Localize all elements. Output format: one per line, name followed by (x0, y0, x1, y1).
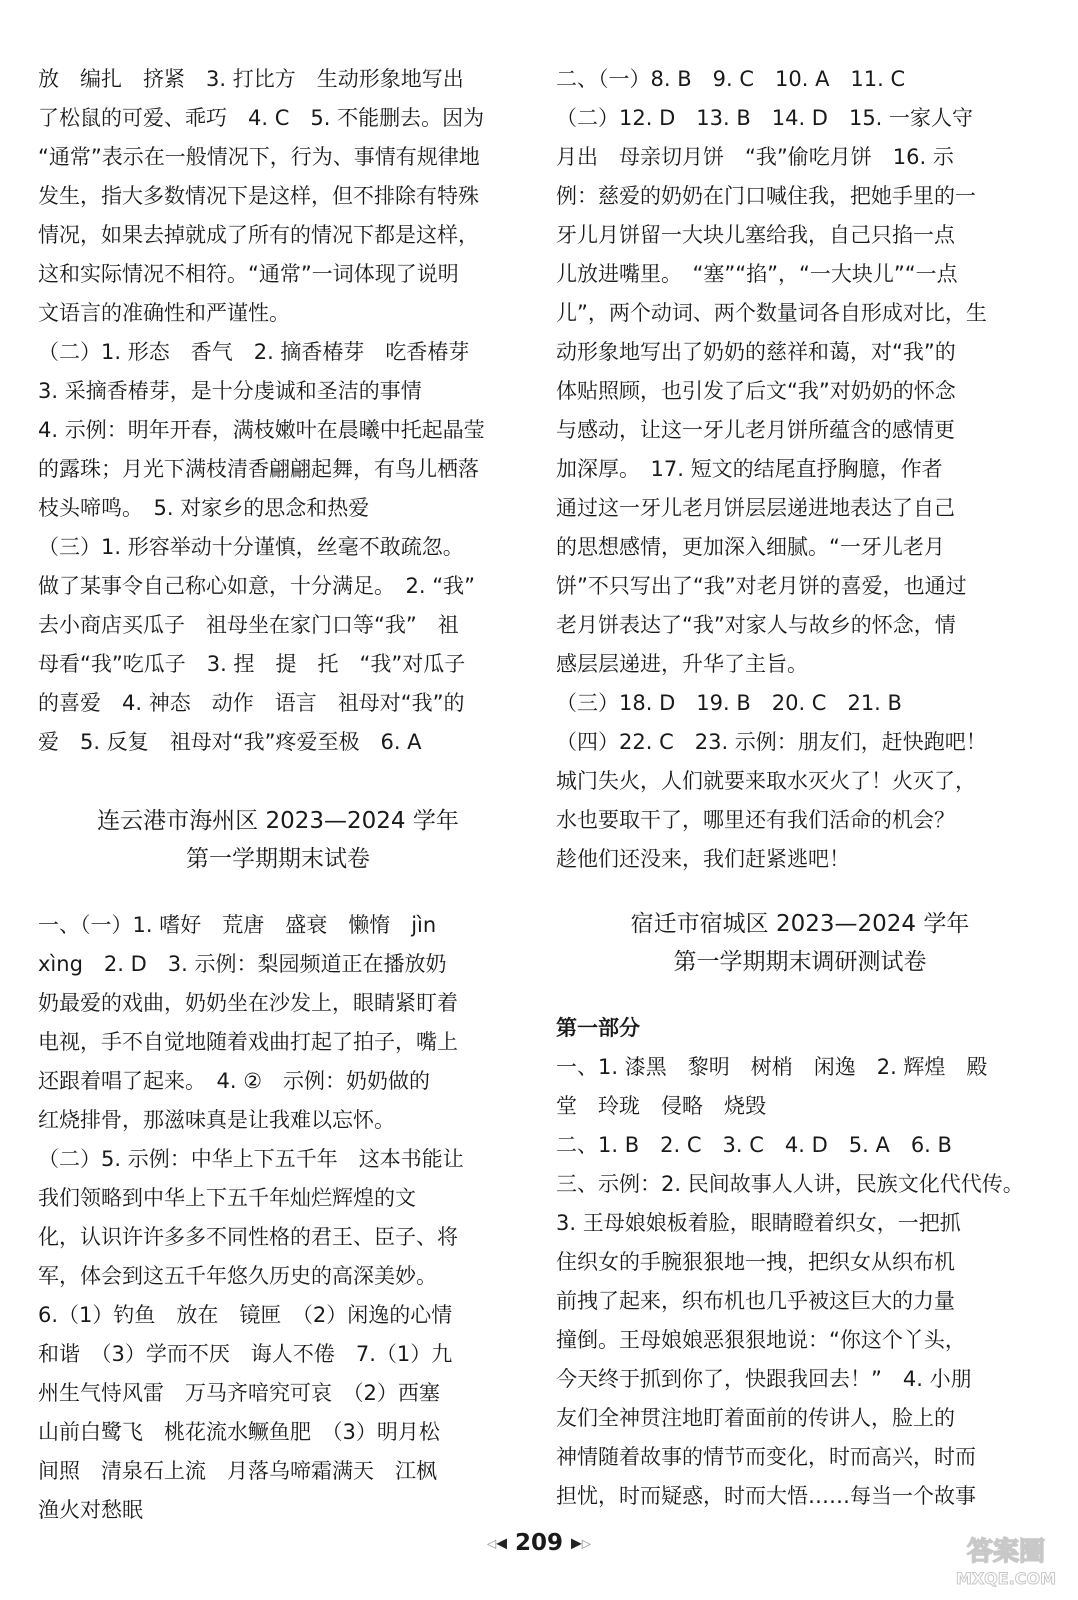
text-line: 例：慈爱的奶奶在门口喊住我，把她手里的一 (556, 184, 976, 208)
text-line: 今天终于抓到你了，快跟我回去！” 4. 小朋 (556, 1367, 972, 1391)
text-line: 和谐 （3）学而不厌 诲人不倦 7.（1）九 (38, 1342, 453, 1366)
text-line: 发生，指大多数情况下是这样，但不排除有特殊 (38, 184, 479, 208)
section-label: 第一部分 (556, 1016, 640, 1040)
text-line: 军，体会到这五千年悠久历史的高深美妙。 (38, 1264, 437, 1288)
text-line: 牙儿月饼留一大块儿塞给我，自己只掐一点 (556, 223, 955, 247)
text-line: （三）1. 形容举动十分谨慎，丝毫不敢疏忽。 (38, 535, 464, 559)
text-line: 还跟着唱了起来。 4. ② 示例：奶奶做的 (38, 1069, 431, 1093)
left-block-2 (38, 906, 518, 1530)
text-line: 感层层递进，升华了主旨。 (556, 652, 808, 676)
right-arrow-icon: ▶ (571, 1535, 582, 1552)
text-line: 加深厚。 17. 短文的结尾直抒胸臆，作者 (556, 457, 943, 481)
svg-text:MXQE.COM: MXQE.COM (955, 1569, 1057, 1588)
text-line: 奶最爱的戏曲，奶奶坐在沙发上，眼睛紧盯着 (38, 991, 458, 1015)
text-line: 体贴照顾，也引发了后文“我”对奶奶的怀念 (556, 379, 956, 403)
right-block-2 (556, 1048, 1044, 1516)
text-line: 3. 采摘香椿芽，是十分虔诚和圣洁的事情 (38, 379, 422, 403)
text-line: 红烧排骨，那滋味真是让我难以忘怀。 (38, 1108, 395, 1132)
text-line: 神情随着故事的情节而变化，时而高兴，时而 (556, 1445, 976, 1469)
text-line: 城门失火，人们就要来取水灭火了！火灭了， (556, 769, 976, 793)
text-line: 水也要取干了，哪里还有我们活命的机会？ (556, 808, 955, 832)
text-line: 儿放进嘴里。 “塞”“掐”，“一大块儿”“一点 (556, 262, 958, 286)
text-line: 州生气恃风雷 万马齐喑究可哀 （2）西塞 (38, 1381, 440, 1405)
text-line: 儿”，两个动词、两个数量词各自形成对比，生 (556, 301, 987, 325)
text-line: 二、（一）8. B 9. C 10. A 11. C (556, 67, 906, 91)
right-column (556, 60, 1044, 1516)
text-line: （二）1. 形态 香气 2. 摘香椿芽 吃香椿芽 (38, 340, 470, 364)
page-footer (0, 1530, 1078, 1556)
text-line: 月出 母亲切月饼 “我”偷吃月饼 16. 示 (556, 145, 954, 169)
text-line: 放 编扎 挤紧 3. 打比方 生动形象地写出 (38, 67, 464, 91)
text-line: 趁他们还没来，我们赶紧逃吧！ (556, 847, 850, 871)
text-line: 撞倒。王母娘娘恶狠狠地说：“你这个丫头， (556, 1328, 966, 1352)
text-line: 的思想感情，更加深入细腻。“一牙儿老月 (556, 535, 945, 559)
text-line: 6.（1）钓鱼 放在 镜匣 （2）闲逸的心情 (38, 1303, 453, 1327)
svg-text:答案圈: 答案圈 (966, 1537, 1046, 1567)
exam-title-line-1: 连云港市海州区 2023—2024 学年 (97, 808, 459, 834)
text-line: 了松鼠的可爱、乖巧 4. C 5. 不能删去。因为 (38, 106, 485, 130)
text-line: 的喜爱 4. 神态 动作 语言 祖母对“我”的 (38, 691, 465, 715)
text-line: （二）5. 示例：中华上下五千年 这本书能让 (38, 1147, 464, 1171)
text-line: 一、1. 漆黑 黎明 树梢 闲逸 2. 辉煌 殿 (556, 1055, 988, 1079)
text-line: 二、1. B 2. C 3. C 4. D 5. A 6. B (556, 1133, 952, 1157)
text-line: 电视，手不自觉地随着戏曲打起了拍子，嘴上 (38, 1030, 458, 1054)
text-line: 老月饼表达了“我”对家人与故乡的怀念，情 (556, 613, 956, 637)
text-line: 三、示例：2. 民间故事人人讲，民族文化代代传。 (556, 1172, 1024, 1196)
text-line: 堂 玲珑 侵略 烧毁 (556, 1094, 766, 1118)
left-block-1 (38, 60, 518, 762)
text-line: 化，认识许许多多不同性格的君王、臣子、将 (38, 1225, 458, 1249)
text-line: 的露珠；月光下满枝清香翩翩起舞，有鸟儿栖落 (38, 457, 479, 481)
text-line: （二）12. D 13. B 14. D 15. 一家人守 (556, 106, 974, 130)
left-column (38, 60, 518, 1530)
double-left-arrow-icon: ◁ (486, 1536, 497, 1551)
watermark-logo (946, 1530, 1066, 1592)
text-line: 3. 王母娘娘板着脸，眼睛瞪着织女，一把抓 (556, 1211, 961, 1235)
text-line: （三）18. D 19. B 20. C 21. B (556, 691, 902, 715)
text-line: 情况，如果去掉就成了所有的情况下都是这样， (38, 223, 479, 247)
text-line: 山前白鹭飞 桃花流水鳜鱼肥 （3）明月松 (38, 1420, 440, 1444)
text-line: 这和实际情况不相符。“通常”一词体现了说明 (38, 262, 459, 286)
text-line: “通常”表示在一般情况下，行为、事情有规律地 (38, 145, 480, 169)
double-right-arrow-icon: ▷ (581, 1536, 592, 1551)
right-block-1 (556, 60, 1044, 879)
text-line: 住织女的手腕狠狠地一拽，把织女从织布机 (556, 1250, 955, 1274)
exam-title-line-1: 宿迁市宿城区 2023—2024 学年 (630, 911, 970, 937)
text-line: 做了某事令自己称心如意，十分满足。 2. “我” (38, 574, 475, 598)
text-line: 渔火对愁眠 (38, 1498, 143, 1522)
text-line: 动形象地写出了奶奶的慈祥和蔼，对“我”的 (556, 340, 956, 364)
text-line: 去小商店买瓜子 祖母坐在家门口等“我” 祖 (38, 613, 459, 637)
left-arrow-icon: ◀ (496, 1535, 507, 1552)
text-line: 文语言的准确性和严谨性。 (38, 301, 290, 325)
exam-title-line-2: 第一学期期末试卷 (186, 846, 370, 872)
text-line: 一、（一）1. 嗜好 荒唐 盛衰 懒惰 jìn (38, 913, 437, 937)
text-line: 间照 清泉石上流 月落乌啼霜满天 江枫 (38, 1459, 437, 1483)
page-number: 209 (514, 1530, 563, 1556)
text-line: 担忧，时而疑惑，时而大悟……每当一个故事 (556, 1484, 976, 1508)
text-line: 枝头啼鸣。 5. 对家乡的思念和热爱 (38, 496, 370, 520)
text-line: xìng 2. D 3. 示例：梨园频道正在播放奶 (38, 952, 447, 976)
text-line: 与感动，让这一牙儿老月饼所蕴含的感情更 (556, 418, 955, 442)
text-line: 爱 5. 反复 祖母对“我”疼爱至极 6. A (38, 730, 422, 754)
text-line: （四）22. C 23. 示例：朋友们，赶快跑吧！ (556, 730, 987, 754)
exam-title-line-2: 第一学期期末调研测试卷 (673, 949, 927, 975)
text-line: 4. 示例：明年开春，满枝嫩叶在晨曦中托起晶莹 (38, 418, 485, 442)
text-line: 友们全神贯注地盯着面前的传讲人，脸上的 (556, 1406, 955, 1430)
text-line: 通过这一牙儿老月饼层层递进地表达了自己 (556, 496, 955, 520)
text-line: 母看“我”吃瓜子 3. 捏 提 托 “我”对瓜子 (38, 652, 466, 676)
text-line: 前拽了起来，织布机也几乎被这巨大的力量 (556, 1289, 955, 1313)
text-line: 我们领略到中华上下五千年灿烂辉煌的文 (38, 1186, 416, 1210)
text-line: 饼”不只写出了“我”对老月饼的喜爱，也通过 (556, 574, 967, 598)
